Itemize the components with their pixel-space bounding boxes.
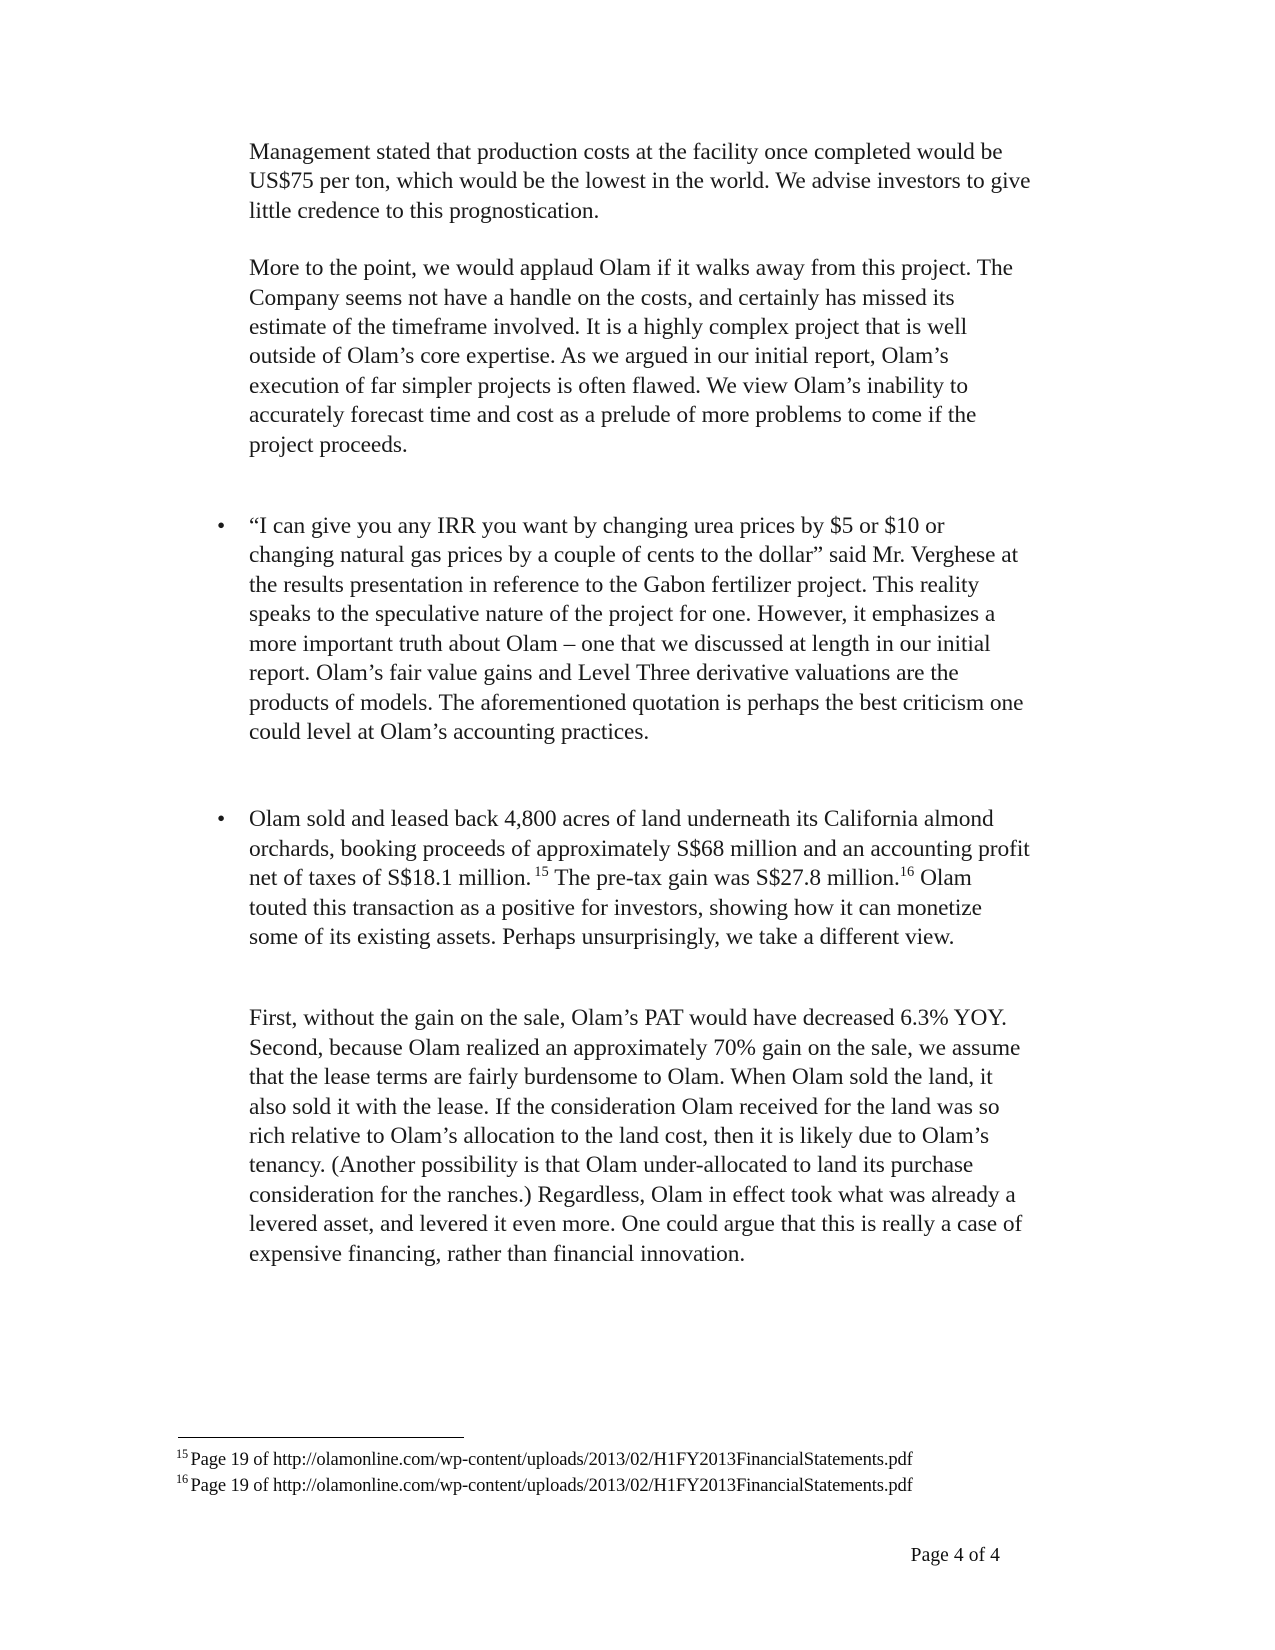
bullet-marker-icon: •: [217, 806, 226, 833]
footnote-16-text: Page 19 of http://olamonline.com/wp-content/uploads/2013/02/H1FY2013FinancialStatements.pdf: [190, 1474, 913, 1496]
footnote-16-mark: 16: [176, 1472, 188, 1487]
bullet-irr-quote: [217, 512, 1031, 747]
paragraph-applaud-olam: More to the point, we would applaud Olam if it walks away from this project. The Company seems not have a handle on the costs, and certainly has missed its estimate of the timeframe involved. It is a highly complex project that is well outside of Olam’s core expertise. As we argued in our initial report, Olam’s execution of far simpler projects is often flawed. We view Olam’s inability to accurately forecast time and cost as a prelude of more problems to come if the project proceeds.: [249, 255, 1013, 458]
footnote-15-mark: 15: [176, 1446, 188, 1461]
almond-segment-3: Olam touted this transaction as a positive for investors, showing how it can monetize some of its existing assets. Perhaps unsurprisingly, we take a different view.: [249, 865, 982, 950]
block-spacer: [249, 980, 1031, 1004]
paragraph-pat-decrease: First, without the gain on the sale, Olam’s PAT would have decreased 6.3% YOY. Second, because Olam realized an approximately 70% gain on the sale, we assume that the lease terms are fairly burdensome to Olam. When Olam sold the land, it also sold it with the lease. If the consideration Olam received for the land was so rich relative to Olam’s allocation to the land cost, then it is likely due to Olam’s tenancy. (Another possibility is that Olam under-allocated to land its purchase consideration for the ranches.) Regardless, Olam in effect took what was already a levered asset, and levered it even more. One could argue that this is really a case of expensive financing, rather than financial innovation.: [249, 1005, 1023, 1267]
footnote-ref-15[interactable]: 15: [534, 864, 549, 881]
block-spacer: [249, 488, 1031, 512]
bullet-almond-orchards: [217, 805, 1031, 952]
almond-segment-2: The pre-tax gain was S$27.8 million.: [548, 865, 900, 892]
block-spacer: [249, 775, 1031, 805]
footnote-list: [176, 1447, 1036, 1498]
footnote-separator-rule: [178, 1437, 464, 1438]
footnote-15: [176, 1447, 1036, 1473]
paragraph-production-costs: Management stated that production costs at the facility once completed would be US$75 per ton, which would be the lowest in the world. We advise investors to give little credence to this prognostication.: [249, 139, 1031, 224]
footnote-16: [176, 1473, 1036, 1499]
bullet-almond-orchards-text: [249, 805, 1031, 952]
document-body: [217, 138, 1031, 1269]
bullet-marker-icon: •: [217, 513, 226, 540]
almond-segment-1: Olam sold and leased back 4,800 acres of land underneath its California almond orchards, booking proceeds of approximately S$68 million and an accounting profit net of taxes of S$18.1 million.: [249, 806, 1030, 892]
page-number-footer: Page 4 of 4: [910, 1545, 1000, 1566]
bullet-irr-quote-text: “I can give you any IRR you want by changing urea prices by $5 or $10 or changing natural gas prices by a couple of cents to the dollar” said Mr. Verghese at the results presentation in reference to the Gabon fertilizer project. This reality speaks to the speculative nature of the project for one. However, it emphasizes a more important truth about Olam – one that we discussed at length in our initial report. Olam’s fair value gains and Level Three derivative valuations are the products of models. The aforementioned quotation is perhaps the best criticism one could level at Olam’s accounting practices.: [249, 513, 1024, 745]
footnote-ref-16[interactable]: 16: [899, 864, 915, 881]
footnote-15-text: Page 19 of http://olamonline.com/wp-content/uploads/2013/02/H1FY2013FinancialStatements.pdf: [190, 1449, 913, 1470]
